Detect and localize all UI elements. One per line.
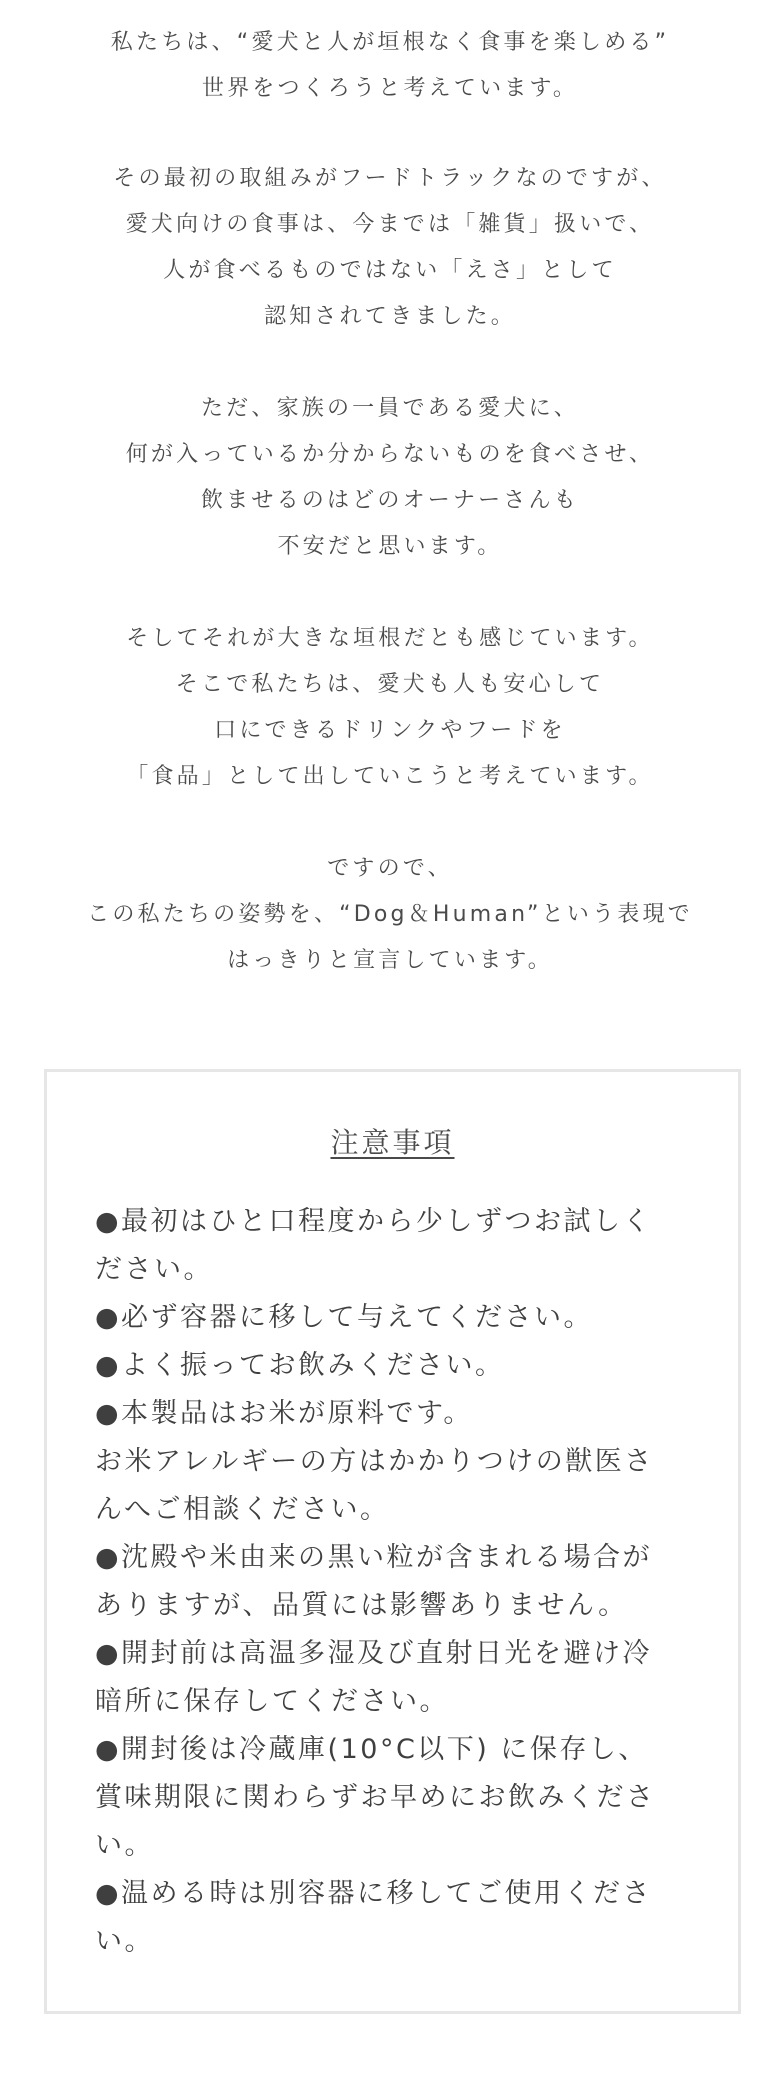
notice-line: 賞味期限に関わらずお早めにお飲みくださ: [95, 1782, 656, 1813]
notice-line: ださい。: [95, 1254, 213, 1285]
notice-line: んへご相談ください。: [95, 1494, 390, 1525]
notice-line: ●沈殿や米由来の黒い粒が含まれる場合が: [95, 1542, 653, 1573]
notice-line: 暗所に保存してください。: [95, 1686, 449, 1717]
intro-line: 不安だと思います。: [277, 534, 503, 559]
intro-line: その最初の取組みがフードトラックなのですが、: [113, 166, 667, 191]
intro-line: 人が食べるものではない「えさ」として: [163, 258, 617, 283]
notice-line: ●開封前は高温多湿及び直射日光を避け冷: [95, 1638, 653, 1669]
intro-line: 認知されてきました。: [263, 304, 516, 329]
notice-line: ●必ず容器に移して与えてください。: [95, 1302, 594, 1333]
intro-line: 私たちは、“愛犬と人が垣根なく食事を楽しめる”: [110, 30, 670, 55]
intro-line: 愛犬向けの食事は、今までは「雑貨」扱いで、: [125, 212, 655, 237]
notice-line: ●温める時は別容器に移してご使用くださ: [95, 1878, 653, 1909]
notice-line: ●最初はひと口程度から少しずつお試しく: [95, 1206, 653, 1237]
notice-line: お米アレルギーの方はかかりつけの獣医さ: [95, 1446, 654, 1477]
intro-line: 「食品」として出していこうと考えています。: [126, 764, 654, 789]
intro-line: そこで私たちは、愛犬も人も安心して: [175, 672, 605, 697]
intro-line: 飲ませるのはどのオーナーさんも: [200, 488, 579, 513]
intro-line: 何が入っているか分からないものを食べさせ、: [125, 442, 655, 467]
intro-line: ただ、家族の一員である愛犬に、: [200, 396, 579, 421]
notice-line: ●開封後は冷蔵庫(10°C以下) に保存し、: [95, 1734, 648, 1765]
notice-line: ありますが、品質には影響ありません。: [95, 1590, 628, 1621]
notice-title-text: 注意事項: [330, 1126, 455, 1159]
intro-line: そしてそれが大きな垣根だとも感じています。: [126, 626, 654, 651]
intro-line: ですので、: [327, 856, 453, 881]
notice-box: [44, 1069, 741, 2014]
intro-line: この私たちの姿勢を、“Dog＆Human”という表現で: [87, 902, 693, 927]
notice-line: ●本製品はお米が原料です。: [95, 1398, 473, 1429]
notice-line: ●よく振ってお飲みください。: [95, 1350, 505, 1381]
intro-line: はっきりと宣言しています。: [227, 948, 553, 973]
intro-line: 口にできるドリンクやフードを: [214, 718, 566, 743]
intro-line: 世界をつくろうと考えています。: [201, 76, 579, 101]
notice-line: い。: [95, 1926, 154, 1957]
notice-title: [47, 1123, 738, 1163]
notice-line: い。: [95, 1830, 154, 1861]
